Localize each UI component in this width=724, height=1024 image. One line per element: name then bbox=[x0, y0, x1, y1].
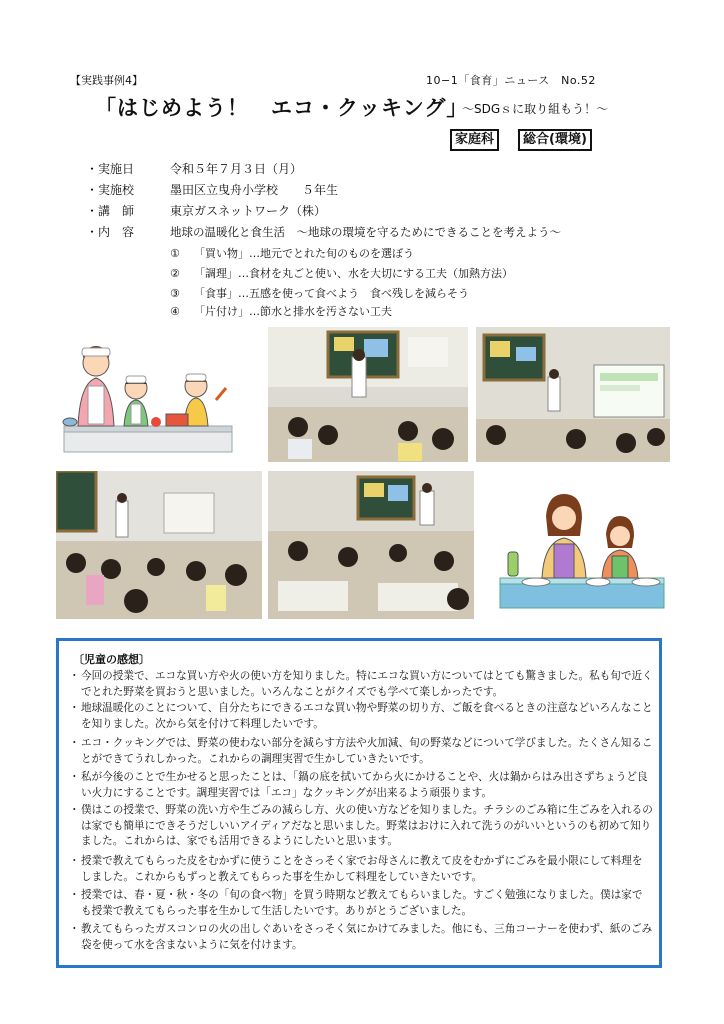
info-content bbox=[86, 225, 561, 240]
info-value: 墨田区立曳舟小学校 ５年生 bbox=[170, 183, 339, 197]
content-item-text: 「片付け」…節水と排水を汚さない工夫 bbox=[194, 305, 392, 318]
subject-tag-home-economics: 家庭科 bbox=[450, 129, 499, 151]
feedback-text: 私が今後のことで生かせると思ったことは、「鍋の底を拭いてから火にかけることや、火は鍋からはみ出さずちょうど良い火力にすることです。調理実習では「エコ」なクッキングが出来るよう頑張ります。 bbox=[81, 771, 648, 799]
subject-tag-integrated-studies: 総合(環境) bbox=[518, 129, 592, 151]
case-label: 【実践事例4】 bbox=[70, 74, 143, 87]
info-label: ・実施校 bbox=[86, 183, 135, 197]
dishwashing-illustration bbox=[496, 486, 668, 616]
page-title: 「はじめよう！ エコ・クッキング」 bbox=[95, 96, 469, 120]
classroom-photo-4 bbox=[268, 471, 474, 619]
content-item bbox=[170, 267, 513, 281]
student-feedback-box bbox=[56, 638, 662, 968]
classroom-photo-1 bbox=[268, 327, 468, 462]
feedback-text: エコ・クッキングでは、野菜の使わない部分を減らす方法や火加減、旬の野菜などについて学びました。たくさん知ることができてうれしかった。これからの調理実習で生かしていきたいです。 bbox=[81, 737, 653, 765]
content-item bbox=[170, 247, 414, 261]
feedback-item: ・ 今回の授業で、エコな買い方や火の使い方を知りました。特にエコな買い方についてはとても驚きました。私も旬で近くでとれた野菜を買おうと思いました。いろんなことがクイズでも学べて楽しかったです。 bbox=[69, 669, 653, 700]
page-subtitle: 〜SDGｓに取り組もう！〜 bbox=[462, 102, 609, 116]
feedback-item: ・ 私が今後のことで生かせると思ったことは、「鍋の底を拭いてから火にかけることや、火は鍋からはみ出さずちょうど良い火力にすることです。調理実習では「エコ」なクッキングが出来るよう頑張ります。 bbox=[69, 770, 653, 801]
feedback-text: 授業では、春・夏・秋・冬の「旬の食べ物」を買う時期など教えてもらいました。すごく勉強になりました。僕は家でも授業で教えてもらった事を生かして生活したいです。ありがとうございました。 bbox=[81, 889, 643, 917]
info-label: ・実施日 bbox=[86, 162, 135, 176]
content-item-text: 「買い物」…地元でとれた旬のものを選ぼう bbox=[194, 247, 414, 260]
feedback-item: ・ エコ・クッキングでは、野菜の使わない部分を減らす方法や火加減、旬の野菜などについて学びました。たくさん知ることができてうれしかった。これからの調理実習で生かしていきたいです。 bbox=[69, 736, 653, 767]
info-school bbox=[86, 183, 338, 198]
feedback-title: 〔児童の感想〕 bbox=[73, 653, 150, 666]
content-item-text: 「食事」…五感を使って食べよう 食べ残しを減らそう bbox=[194, 287, 469, 300]
info-value: 令和５年７月３日（月） bbox=[170, 162, 303, 176]
content-item-number: ④ bbox=[170, 305, 180, 318]
info-lecturer bbox=[86, 204, 326, 219]
content-item-number: ③ bbox=[170, 287, 180, 300]
info-label: ・講 師 bbox=[86, 204, 135, 218]
content-item-text: 「調理」…食材を丸ごと使い、水を大切にする工夫（加熱方法） bbox=[194, 267, 513, 280]
feedback-item: ・ 教えてもらったガスコンロの火の出しぐあいをさっそく気にかけてみました。他にも、三角コーナーを使わず、紙のごみ袋を使って水を含まないように気を付けます。 bbox=[69, 922, 653, 953]
classroom-photo-3 bbox=[56, 471, 262, 619]
newsletter-number: 10−1「食育」ニュース No.52 bbox=[426, 74, 596, 87]
content-item-number: ① bbox=[170, 247, 180, 260]
info-value: 東京ガスネットワーク（株） bbox=[170, 204, 327, 218]
feedback-text: 僕はこの授業で、野菜の洗い方や生ごみの減らし方、火の使い方などを知りました。チラシのごみ箱に生ごみを入れるのは家でも簡単にできそうだしいいアイディアだなと思いました。野菜はおけに入れて洗うのがいいというのも初めて知りました。これからは、家でも活用できるようにしたいと思います。 bbox=[81, 804, 653, 847]
feedback-item: ・ 授業で教えてもらった皮をむかずに使うことをさっそく家でお母さんに教えて皮をむかずにごみを最小限にして料理をしました。これからもずっと教えてもらった事を生かして料理をしていきたいです。 bbox=[69, 854, 653, 885]
content-item-number: ② bbox=[170, 267, 180, 280]
info-date bbox=[86, 162, 302, 177]
feedback-item: ・ 僕はこの授業で、野菜の洗い方や生ごみの減らし方、火の使い方などを知りました。チラシのごみ箱に生ごみを入れるのは家でも簡単にできそうだしいいアイディアだなと思いました。野菜はおけに入れて洗うのがいいというのも初めて知りました。これからは、家でも活用できるようにしたいと思います。 bbox=[69, 803, 653, 850]
feedback-text: 授業で教えてもらった皮をむかずに使うことをさっそく家でお母さんに教えて皮をむかずにごみを最小限にして料理をしました。これからもずっと教えてもらった事を生かして料理をしていきたいです。 bbox=[81, 855, 643, 883]
content-item bbox=[170, 305, 392, 319]
feedback-item: ・ 授業では、春・夏・秋・冬の「旬の食べ物」を買う時期など教えてもらいました。すごく勉強になりました。僕は家でも授業で教えてもらった事を生かして生活したいです。ありがとうございました。 bbox=[69, 888, 653, 919]
info-value: 地球の温暖化と食生活 〜地球の環境を守るためにできることを考えよう〜 bbox=[170, 225, 561, 239]
feedback-text: 今回の授業で、エコな買い方や火の使い方を知りました。特にエコな買い方についてはとても驚きました。私も旬で近くでとれた野菜を買おうと思いました。いろんなことがクイズでも学べて楽しかったです。 bbox=[81, 670, 653, 698]
cooking-family-illustration bbox=[56, 338, 236, 456]
content-item bbox=[170, 287, 469, 301]
feedback-text: 教えてもらったガスコンロの火の出しぐあいをさっそく気にかけてみました。他にも、三角コーナーを使わず、紙のごみ袋を使って水を含まないように気を付けます。 bbox=[81, 923, 653, 951]
feedback-item: ・ 地球温暖化のことについて、自分たちにできるエコな買い物や野菜の切り方、ご飯を食べるときの注意などいろんなことを知りました。次から気を付けて料理したいです。 bbox=[69, 701, 653, 732]
classroom-photo-2 bbox=[476, 327, 670, 462]
info-label: ・内 容 bbox=[86, 225, 135, 239]
feedback-text: 地球温暖化のことについて、自分たちにできるエコな買い物や野菜の切り方、ご飯を食べるときの注意などいろんなことを知りました。次から気を付けて料理したいです。 bbox=[81, 702, 653, 730]
